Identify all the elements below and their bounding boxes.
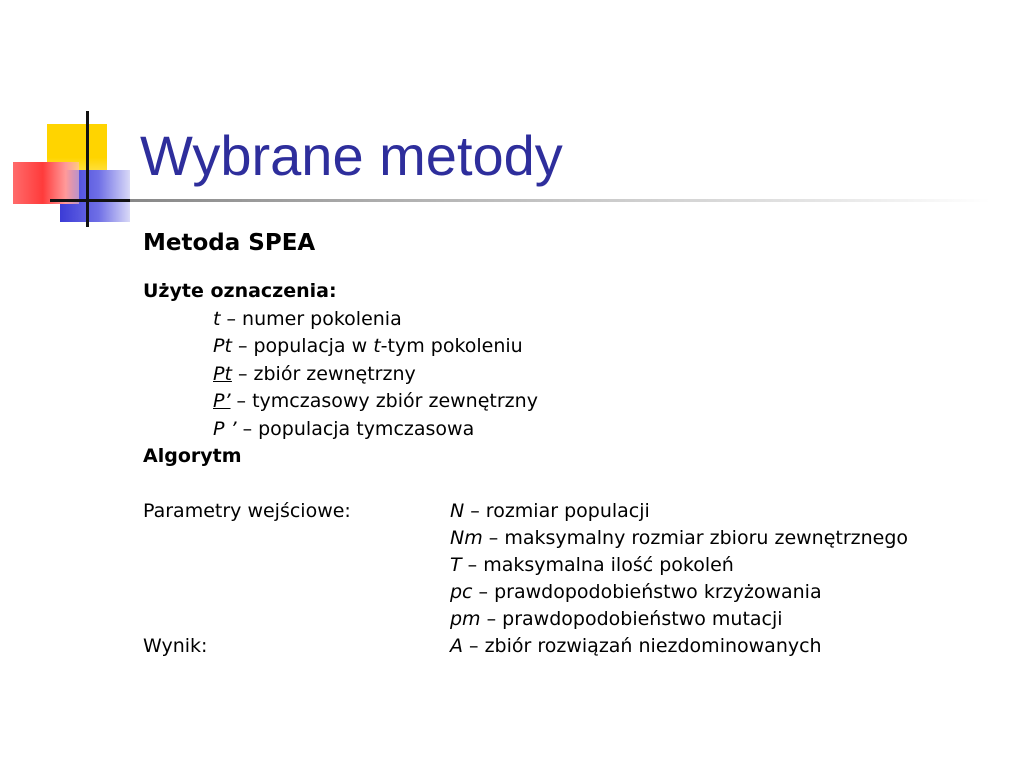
param-desc: – maksymalny rozmiar zbioru zewnętrznego <box>482 526 909 549</box>
method-heading: Metoda SPEA <box>143 230 316 256</box>
input-param <box>450 552 1003 579</box>
notation-item-p-prime-underlined <box>143 388 1003 416</box>
input-row <box>143 525 1003 552</box>
param-desc: – prawdopodobieństwo mutacji <box>480 607 783 630</box>
param-desc: – rozmiar populacji <box>464 499 650 522</box>
notation-desc: – populacja w <box>231 335 374 357</box>
empty-label <box>143 525 450 552</box>
notation-heading: Użyte oznaczenia: <box>143 280 337 302</box>
notation-symbol: t <box>213 307 221 330</box>
slide-title: Wybrane metody <box>140 124 563 187</box>
input-param <box>450 525 1003 552</box>
param-symbol: pc <box>450 580 473 603</box>
input-param <box>450 606 1003 633</box>
notation-symbol: P’ <box>213 390 231 412</box>
slide-content <box>143 228 1003 660</box>
output-row <box>143 633 1003 660</box>
empty-label <box>143 579 450 606</box>
horizontal-line-shape <box>50 199 130 202</box>
notation-desc: – numer pokolenia <box>220 307 402 330</box>
param-symbol: T <box>450 553 462 576</box>
notation-item-p-prime <box>143 416 1003 444</box>
param-desc: – prawdopodobieństwo krzyżowania <box>472 580 822 603</box>
notation-desc: -tym pokoleniu <box>380 335 523 357</box>
inputs-label: Parametry wejściowe: <box>143 499 351 522</box>
param-desc: – maksymalna ilość pokoleń <box>461 553 734 576</box>
algorithm-heading: Algorytm <box>143 445 242 467</box>
param-symbol: pm <box>450 607 481 630</box>
param-symbol: N <box>450 499 465 522</box>
notation-item-pt-external <box>143 361 1003 389</box>
notation-desc: – tymczasowy zbiór zewnętrzny <box>230 390 538 412</box>
output-label: Wynik: <box>143 634 208 657</box>
spacer <box>143 471 1003 498</box>
notation-symbol: Pt <box>213 335 232 357</box>
empty-label <box>143 552 450 579</box>
input-row <box>143 498 1003 525</box>
notation-item-t <box>143 306 1003 334</box>
title-underline <box>130 199 990 202</box>
output-param <box>450 633 1003 660</box>
notation-symbol: P ’ <box>213 417 237 440</box>
input-row <box>143 579 1003 606</box>
notation-symbol: Pt <box>213 362 232 385</box>
empty-label <box>143 606 450 633</box>
input-param <box>450 579 1003 606</box>
input-row <box>143 552 1003 579</box>
notation-item-pt <box>143 333 1003 361</box>
notation-desc-symbol: t <box>373 335 381 357</box>
param-symbol: A <box>450 634 463 657</box>
input-param <box>450 498 1003 525</box>
param-symbol: Nm <box>450 526 483 549</box>
input-row <box>143 606 1003 633</box>
slide-logo-decoration <box>0 0 150 240</box>
red-square-shape <box>13 162 79 204</box>
param-desc: – zbiór rozwiązań niezdominowanych <box>463 634 822 657</box>
vertical-line-shape <box>86 111 89 227</box>
notation-desc: – populacja tymczasowa <box>236 417 475 440</box>
notation-desc: – zbiór zewnętrzny <box>231 362 416 385</box>
